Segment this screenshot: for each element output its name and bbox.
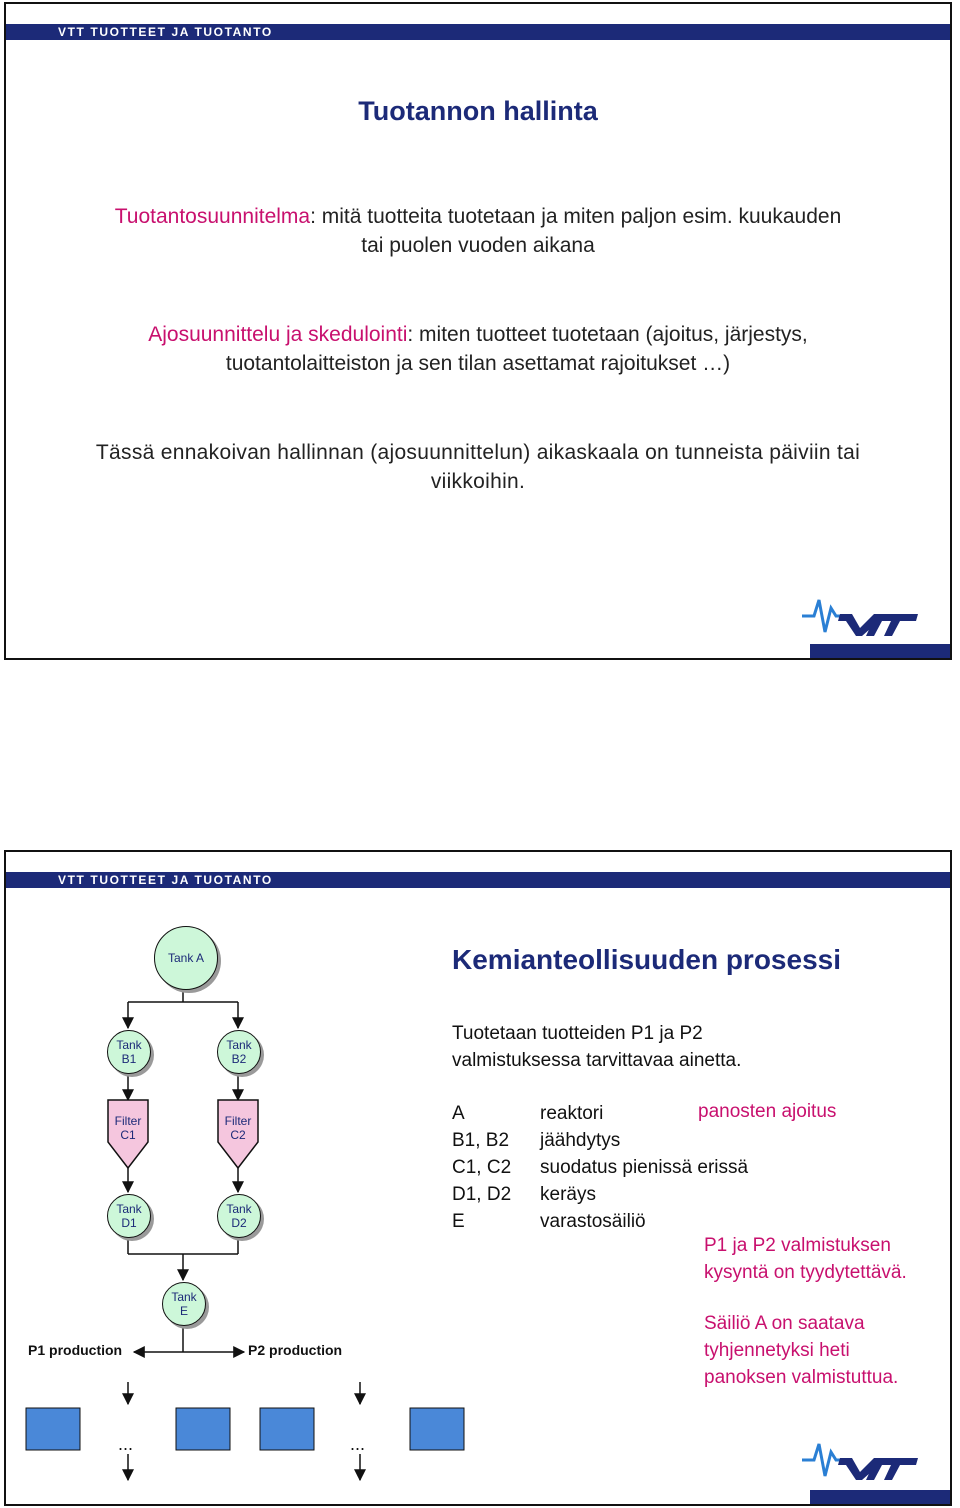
paragraph-scheduling (6, 320, 950, 378)
tank-a-label: Tank A (167, 951, 205, 965)
legend-key: E (452, 1211, 465, 1232)
node-label: Tank (116, 1038, 142, 1052)
footer-bar (810, 1490, 950, 1504)
p2-product-box-2 (410, 1408, 464, 1450)
node-label: Tank (116, 1202, 142, 1216)
node-label: Tank (171, 1290, 197, 1304)
p1-production-label: P1 production (28, 1342, 123, 1358)
legend-key: C1, C2 (452, 1157, 512, 1178)
node-label: C1 (120, 1128, 136, 1142)
node-label: D2 (231, 1216, 247, 1230)
paragraph-text: viikkoihin. (430, 470, 526, 493)
node-label: D1 (121, 1216, 137, 1230)
tank-d2-node (217, 1194, 261, 1238)
p1-product-box-2 (176, 1408, 230, 1450)
term-scheduling: Ajosuunnittelu ja skedulointi (148, 323, 408, 346)
paragraph-text: : mitä tuotteita tuotetaan ja miten paljon esim. kuukauden (310, 205, 842, 228)
slide-chemical-process (4, 850, 952, 1506)
slide-title: Kemianteollisuuden prosessi (452, 944, 841, 975)
filter-c1-label (106, 1114, 150, 1142)
node-label: Tank (226, 1202, 252, 1216)
filter-c2-label (216, 1114, 260, 1142)
intro-line: valmistuksessa tarvittavaa ainetta. (452, 1050, 742, 1071)
note-line: Säiliö A on saatava (704, 1313, 865, 1334)
paragraph-text: tai puolen vuoden aikana (361, 234, 595, 257)
note-line: P1 ja P2 valmistuksen (704, 1235, 891, 1256)
legend-key: B1, B2 (452, 1130, 510, 1151)
node-label: Tank (226, 1038, 252, 1052)
paragraph-text: : miten tuotteet tuotetaan (ajoitus, järjestys, (407, 323, 808, 346)
header-text: VTT TUOTTEET JA TUOTANTO (58, 25, 273, 39)
p2-production-label: P2 production (248, 1342, 343, 1358)
header-text: VTT TUOTTEET JA TUOTANTO (58, 873, 273, 887)
paragraph-text: Tässä ennakoivan hallinnan (ajosuunnittelun) aikaskaala on tunneista päiviin tai (95, 441, 861, 464)
tank-b2-node (217, 1030, 261, 1074)
tank-e-node (162, 1282, 206, 1326)
tank-a-node (154, 926, 218, 990)
p1-product-box-1 (26, 1408, 80, 1450)
note-demand (704, 1232, 907, 1286)
note-line: tyhjennetyksi heti (704, 1340, 850, 1361)
paragraph-text: tuotantolaitteiston ja sen tilan asettamat rajoitukset …) (225, 352, 731, 375)
legend-value: keräys (540, 1184, 596, 1205)
legend-value: suodatus pienissä erissä (540, 1157, 749, 1178)
intro-line: Tuotetaan tuotteiden P1 ja P2 (452, 1023, 703, 1044)
tank-b1-node (107, 1030, 151, 1074)
node-label: C2 (230, 1128, 246, 1142)
legend-key: A (452, 1103, 465, 1124)
intro-text (452, 1020, 741, 1074)
paragraph-production-plan (6, 202, 950, 260)
footer-bar (810, 644, 950, 658)
p2-product-box-1 (260, 1408, 314, 1450)
legend-value: varastosäiliö (540, 1211, 646, 1232)
tank-d1-node (107, 1194, 151, 1238)
vtt-logo-icon (800, 594, 918, 642)
header-bar (6, 24, 950, 40)
node-label: E (179, 1304, 188, 1318)
node-label: B2 (231, 1052, 247, 1066)
legend-value: reaktori (540, 1103, 604, 1124)
node-label: B1 (121, 1052, 137, 1066)
note-tank-a (704, 1310, 898, 1391)
legend-key: D1, D2 (452, 1184, 512, 1205)
slide-production-control (4, 2, 952, 660)
note-line: kysyntä on tyydytettävä. (704, 1262, 907, 1283)
ellipsis-p2: ... (350, 1434, 366, 1454)
ellipsis-p1: ... (118, 1434, 134, 1454)
paragraph-timescale (6, 438, 950, 496)
slide-title: Tuotannon hallinta (358, 96, 598, 126)
term-production-plan: Tuotantosuunnitelma (114, 205, 311, 228)
node-label: Filter (224, 1114, 252, 1128)
note-line: panoksen valmistuttua. (704, 1367, 899, 1388)
node-label: Filter (114, 1114, 142, 1128)
vtt-logo-icon (800, 1438, 918, 1486)
legend-value: jäähdytys (540, 1130, 621, 1151)
note-scheduling: panosten ajoitus (698, 1101, 837, 1122)
